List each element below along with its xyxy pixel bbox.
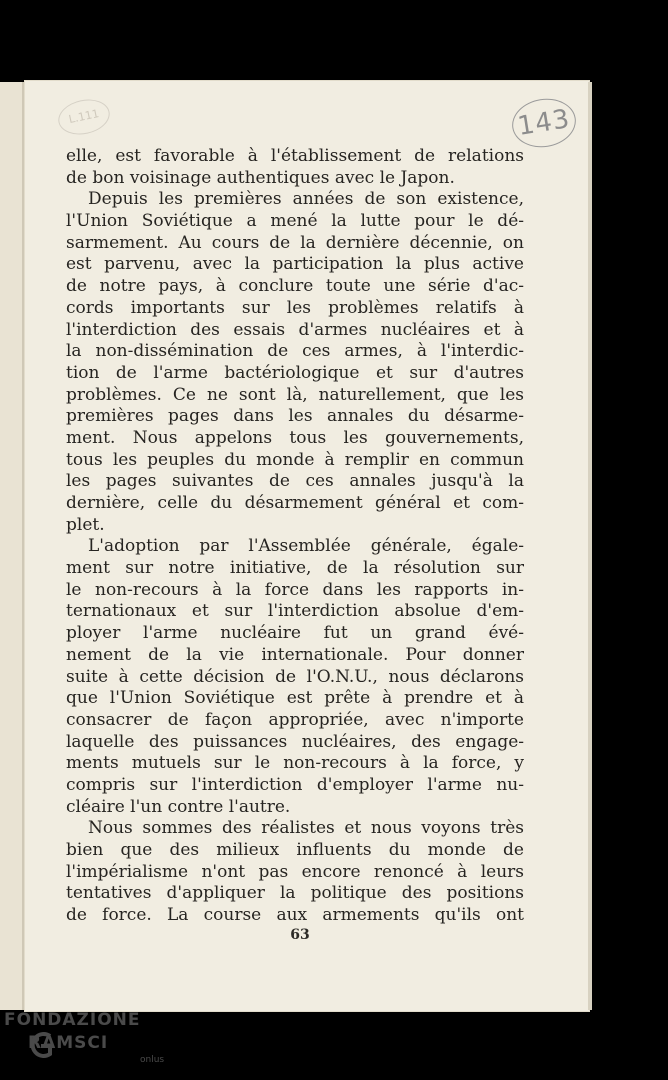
text-line: Nous sommes des réalistes et nous voyons très [88, 818, 524, 839]
text-line: l'Union Soviétique a mené la lutte pour le dé- [66, 211, 524, 232]
body-text [66, 146, 524, 927]
text-line: nement de la vie internationale. Pour donner [66, 644, 524, 665]
text-line: Depuis les premières années de son existence, [88, 189, 524, 210]
text-line: ment. Nous appelons tous les gouvernements, [66, 427, 524, 448]
text-line: L'adoption par l'Assemblée générale, égale- [88, 536, 524, 557]
text-line: l'interdiction des essais d'armes nucléaires et à [66, 319, 524, 340]
text-line: de force. La course aux armements qu'ils ont [66, 905, 524, 926]
text-line: que l'Union Soviétique est prête à prendre et à [66, 688, 524, 709]
page-right-edge [588, 82, 592, 1010]
text-line: est parvenu, avec la participation la plus active [66, 254, 524, 275]
text-line: problèmes. Ce ne sont là, naturellement, que les [66, 384, 524, 405]
folio-stamp: 143 [509, 94, 580, 151]
text-line: ployer l'arme nucléaire fut un grand évé- [66, 623, 524, 644]
text-line: suite à cette décision de l'O.N.U., nous déclarons [66, 666, 524, 687]
text-line: les pages suivantes de ces annales jusqu'à la [66, 471, 524, 492]
text-line: tion de l'arme bactériologique et sur d'autres [66, 362, 524, 383]
page-number: 63 [290, 927, 310, 943]
text-line: premières pages dans les annales du désarme- [66, 406, 524, 427]
text-line: de notre pays, à conclure toute une série d'ac- [66, 276, 524, 297]
text-line: ments mutuels sur le non-recours à la force, y [66, 753, 524, 774]
pencil-annotation: L.111 [55, 95, 113, 139]
text-line: cords importants sur les problèmes relatifs à [66, 297, 524, 318]
text-line: dernière, celle du désarmement général et com- [66, 493, 524, 513]
text-line: tentatives d'appliquer la politique des positions [66, 883, 524, 904]
text-line: plet. [66, 514, 105, 535]
text-line: elle, est favorable à l'établissement de relations [66, 146, 524, 166]
text-line: bien que des milieux influents du monde de [66, 840, 524, 860]
logo-line-onlus: onlus [140, 1055, 165, 1065]
logo-line-fondazione: FONDAZIONE [4, 1010, 141, 1030]
text-line: compris sur l'interdiction d'employer l'arme nu- [66, 774, 524, 795]
text-line: la non-dissémination de ces armes, à l'interdic- [66, 341, 524, 362]
text-line: le non-recours à la force dans les rapports in- [66, 579, 524, 600]
text-line: tous les peuples du monde à remplir en commun [66, 449, 524, 470]
text-line: de bon voisinage authentiques avec le Japon. [66, 167, 455, 188]
text-line: cléaire l'un contre l'autre. [66, 796, 291, 817]
text-line: l'impérialisme n'ont pas encore renoncé à leurs [66, 861, 524, 882]
text-line: ment sur notre initiative, de la résolution sur [66, 558, 524, 579]
text-line: ternationaux et sur l'interdiction absolue d'em- [66, 601, 524, 622]
text-line: consacrer de façon appropriée, avec n'importe [66, 709, 524, 730]
fondazione-gramsci-logo [4, 1006, 174, 1078]
text-line: sarmement. Au cours de la dernière décennie, on [66, 232, 524, 253]
logo-line-gramsci: RAMSCI [28, 1033, 109, 1053]
left-page-edge [0, 82, 24, 1010]
text-line: laquelle des puissances nucléaires, des engage- [66, 731, 524, 752]
